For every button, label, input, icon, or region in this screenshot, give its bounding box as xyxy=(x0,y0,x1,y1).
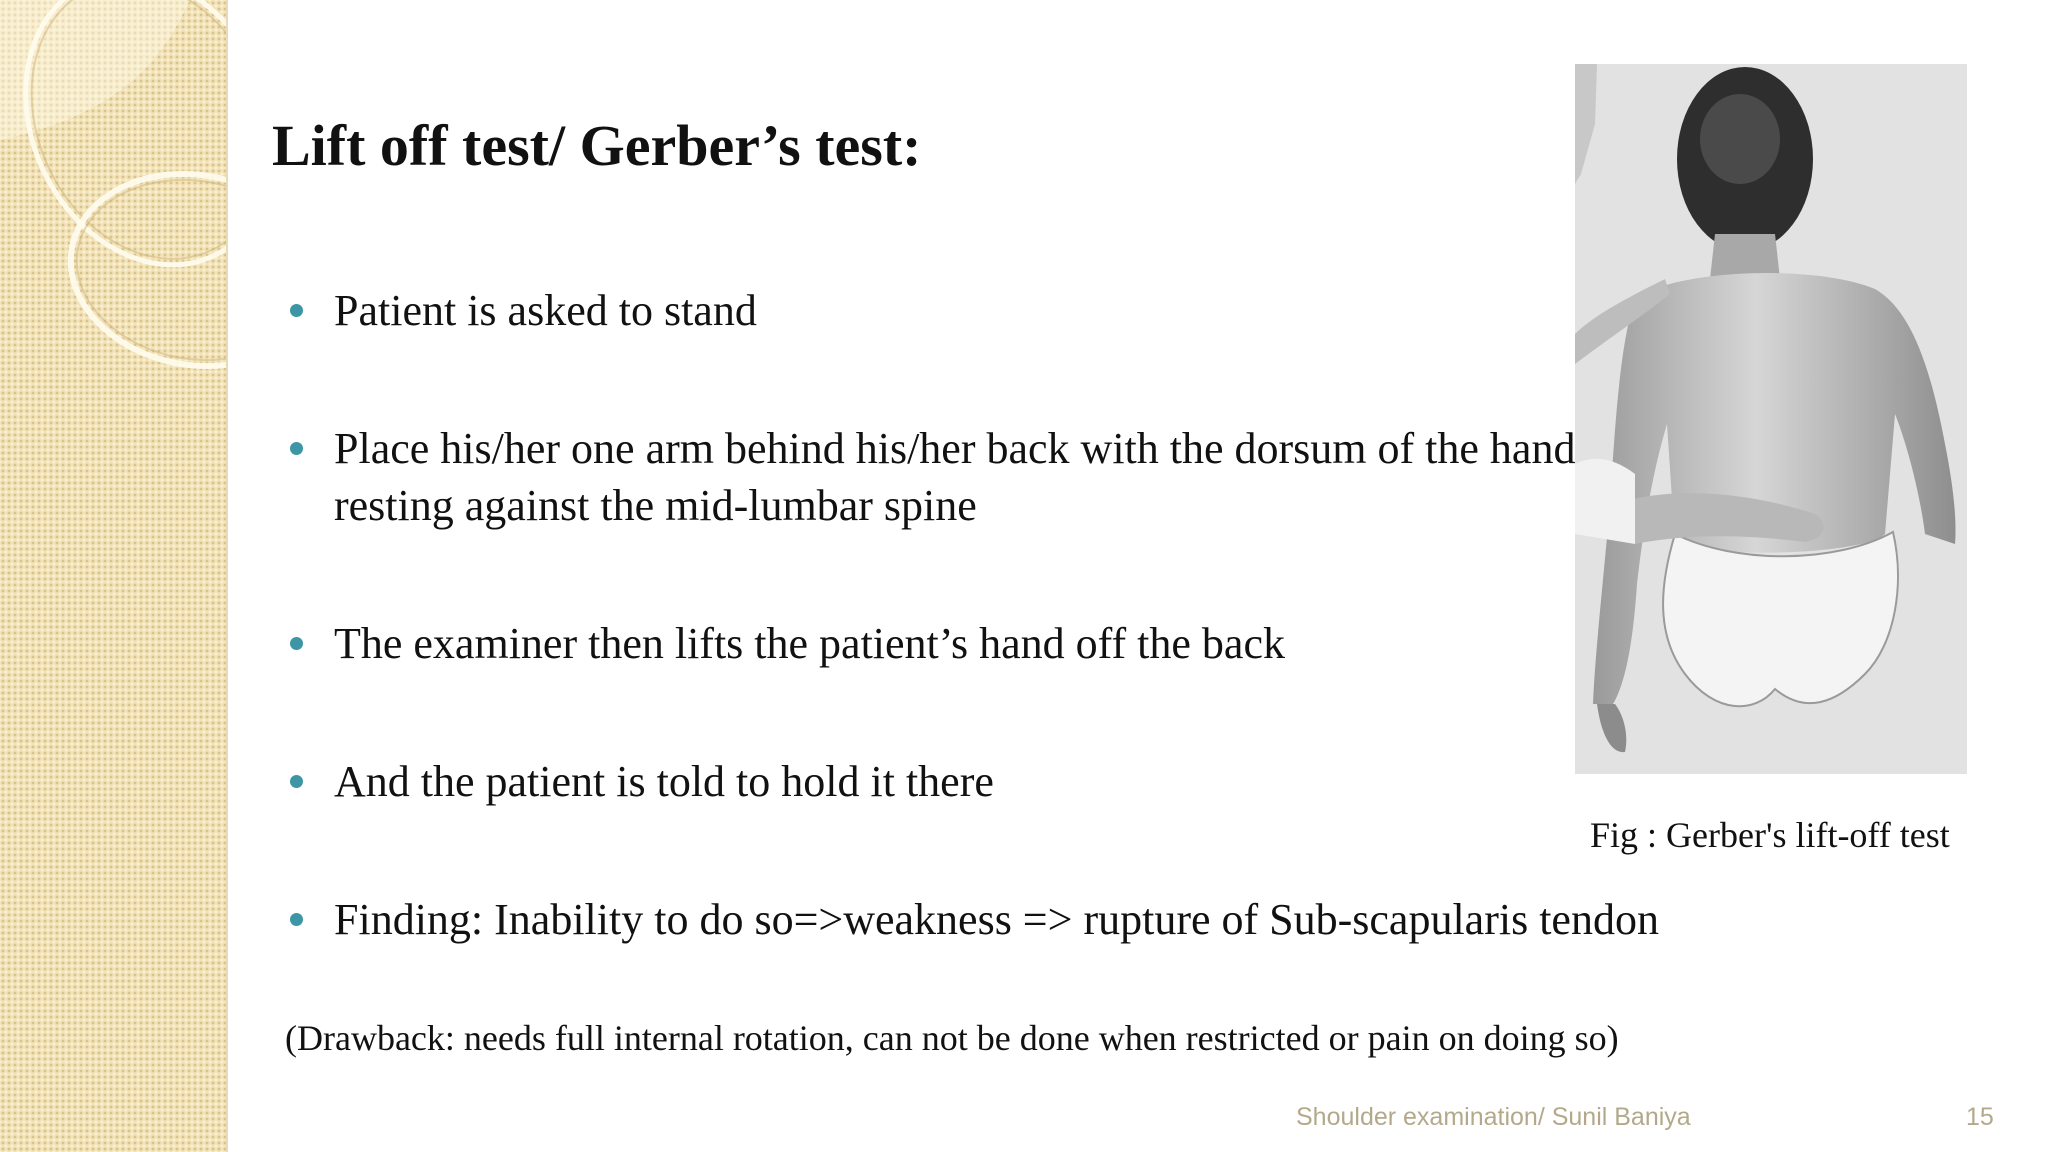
bullet-text: The examiner then lifts the patient’s hand off the back xyxy=(334,619,1285,668)
bullet-icon xyxy=(290,913,303,926)
page-number: 15 xyxy=(1966,1103,1994,1131)
bullet-text: Patient is asked to stand xyxy=(334,286,757,335)
bullet-text: Finding: Inability to do so=>weakness => rupture of Sub-scapularis tendon xyxy=(334,895,1659,944)
slide-title: Lift off test/ Gerber’s test: xyxy=(272,113,922,178)
bullet-text: And the patient is told to hold it there xyxy=(334,757,994,806)
bullet-text: Place his/her one arm behind his/her back with the dorsum of the hand resting against the mid-lumbar spine xyxy=(334,424,1576,530)
patient-back-illustration xyxy=(1575,64,1967,774)
bullet-icon xyxy=(290,304,303,317)
bullet-item xyxy=(282,420,1662,534)
footer-text: Shoulder examination/ Sunil Baniya xyxy=(1296,1103,1691,1131)
bullet-item xyxy=(282,891,1662,948)
bullet-item xyxy=(282,282,1662,339)
bullet-icon xyxy=(290,637,303,650)
sidebar-divider xyxy=(226,0,228,1152)
bullet-icon xyxy=(290,775,303,788)
decorative-sidebar xyxy=(0,0,228,1152)
gerber-test-photo xyxy=(1575,64,1967,774)
decorative-rings xyxy=(0,0,228,1152)
figure-caption: Fig : Gerber's lift-off test xyxy=(1590,815,1950,855)
bullet-item xyxy=(282,615,1662,672)
bullet-item xyxy=(282,753,1662,810)
drawback-note: (Drawback: needs full internal rotation, can not be done when restricted or pain on doing so) xyxy=(285,1018,1619,1058)
bullet-icon xyxy=(290,442,303,455)
